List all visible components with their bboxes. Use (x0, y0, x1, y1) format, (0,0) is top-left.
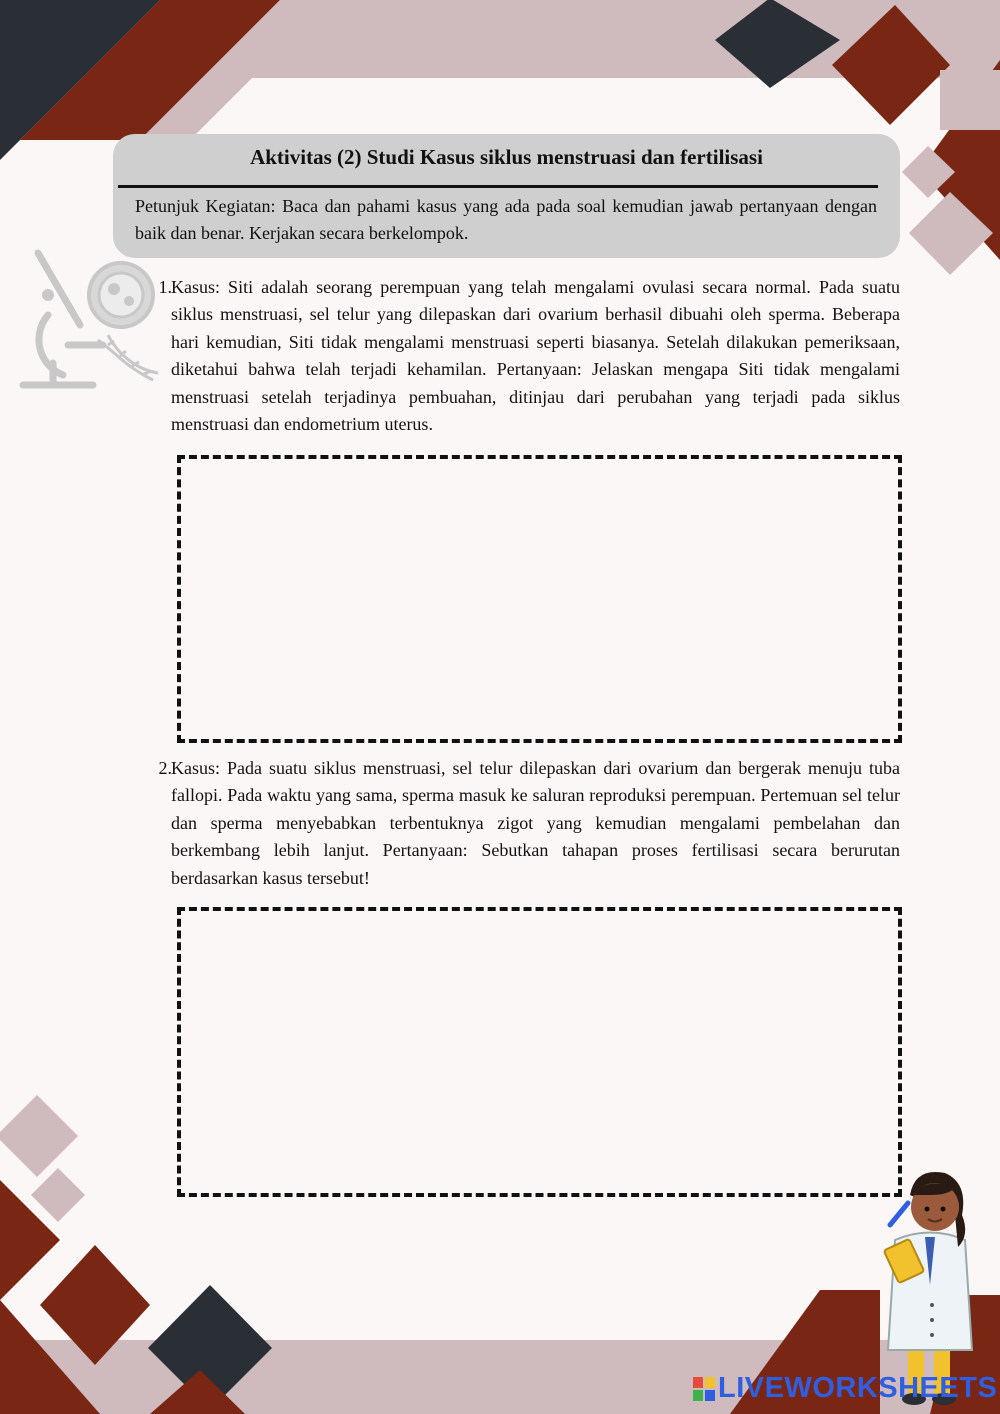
question-1 (150, 274, 900, 438)
question-number: 2. (158, 758, 172, 778)
watermark-text: LIVEWORKSHEETS (718, 1372, 998, 1404)
dna-icon (98, 335, 158, 380)
answer-box-2[interactable] (177, 907, 902, 1197)
question-text: Kasus: Siti adalah seorang perempuan yang telah mengalami ovulasi secara normal. Pada suatu siklus menstruasi, sel telur yang dilepaskan dari ovarium berhasil dibuahi oleh sperma. Beberapa hari kemudian, Siti tidak mengalami menstruasi seperti biasanya. Setelah dilakukan pemeriksaan, diketahui bahwa telah terjadi kehamilan. Pertanyaan: Jelaskan mengapa Siti tidak mengalami menstruasi setelah terjadinya pembuahan, ditinjau dari perubahan yang terjadi pada siklus menstruasi dan endometrium uterus. (171, 277, 900, 435)
microscope-icon (8, 245, 163, 395)
title-divider (118, 185, 878, 188)
question-number: 1. (158, 277, 172, 297)
question-text: Kasus: Pada suatu siklus menstruasi, sel telur dilepaskan dari ovarium dan bergerak menuju tuba fallopi. Pada waktu yang sama, sperma masuk ke saluran reproduksi perempuan. Pertemuan sel telur dan sperma menyebabkan terbentuknya zigot yang kemudian mengalami pembelahan dan berkembang lebih lanjut. Pertanyaan: Sebutkan tahapan proses fertilisasi secara berurutan berdasarkan kasus tersebut! (171, 758, 900, 888)
liveworksheets-logo (693, 1377, 715, 1401)
answer-box-1[interactable] (177, 455, 902, 743)
instructions-text: Petunjuk Kegiatan: Baca dan pahami kasus yang ada pada soal kemudian jawab pertanyaan dengan baik dan benar. Kerjakan secara berkelompok. (135, 196, 877, 243)
page-title: Aktivitas (2) Studi Kasus siklus menstruasi dan fertilisasi (250, 145, 763, 169)
question-2 (150, 755, 900, 892)
